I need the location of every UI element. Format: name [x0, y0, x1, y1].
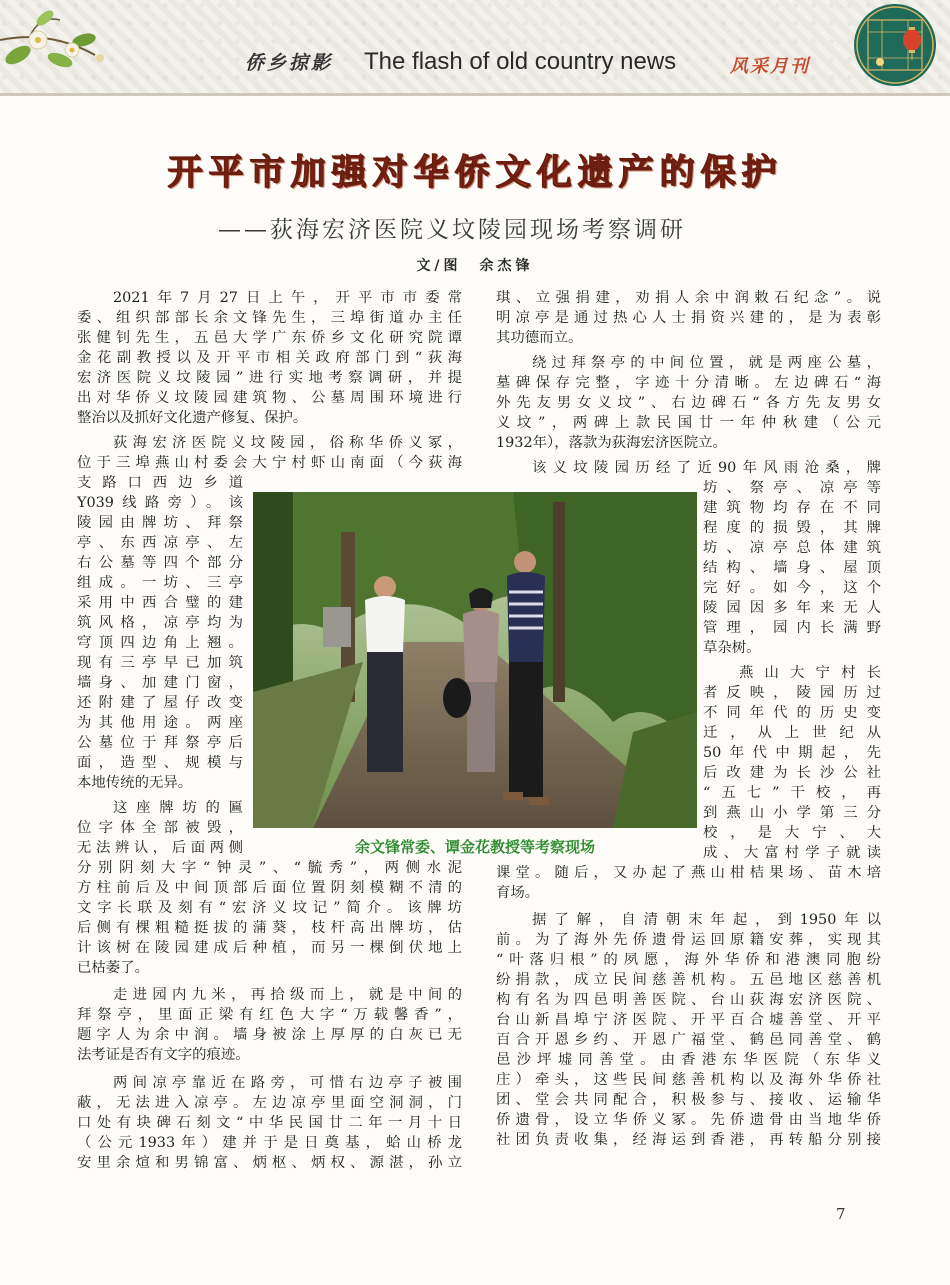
text-line: （公元1933年）建并于是日奠基，蛤山桥龙 — [77, 1135, 462, 1151]
header-band — [0, 0, 950, 96]
text-line: 建筑物均存在不同 — [703, 500, 881, 516]
text-line: 课堂。随后，又办起了燕山柑桔果场、苗木培 — [496, 865, 881, 881]
text-line: 到燕山小学第三分 — [703, 805, 881, 821]
text-line: 绕过拜祭亭的中间位置，就是两座公墓， — [532, 355, 881, 371]
text-line: 采用中西合璧的建 — [77, 595, 243, 611]
article-title: 开平市加强对华侨文化遗产的保护 — [167, 153, 783, 193]
text-line: 为其他用途。两座 — [77, 715, 243, 731]
section-title-en: The flash of old country news — [364, 48, 677, 75]
text-line: 拜祭亭，里面正梁有红色大字“万载馨香”， — [77, 1007, 462, 1023]
text-line: 侨遗骨，设立华侨义冢。先侨遗骨由当地华侨 — [496, 1112, 881, 1128]
text-line: 燕山大宁村长 — [739, 665, 881, 681]
text-line: 亭、东西凉亭、左 — [77, 535, 243, 551]
text-line: 前。为了海外先侨遗骨运回原籍安葬，实现其 — [496, 932, 881, 948]
text-line: 本地传统的无异。 — [77, 775, 193, 791]
text-line: 荻海宏济医院义坟陵园，俗称华侨义冢， — [113, 435, 462, 451]
text-line: 面，造型、规模与 — [77, 755, 243, 771]
text-line: “叶落归根”的夙愿，海外华侨和港澳同胞纷 — [496, 952, 881, 968]
text-line: 琪、立强捐建，劝捐人余中润敕石纪念”。说 — [496, 290, 881, 306]
text-line: 分别阴刻大字“钟灵”、“毓秀”，两侧水泥 — [77, 860, 462, 876]
text-line: 校，是大宁、大 — [703, 825, 881, 841]
text-line: 走进园内九米，再拾级而上，就是中间的 — [113, 987, 462, 1003]
text-line: 组成。一坊、三亭 — [77, 575, 243, 591]
text-line: 百合开恩乡约、开恩广福堂、鹤邑同善堂、鹤 — [496, 1032, 881, 1048]
text-line: 整治以及抓好文化遗产修复、保护。 — [77, 410, 308, 426]
text-line: 构有名为四邑明善医院、台山荻海宏济医院、 — [496, 992, 881, 1008]
magazine-name: 风采月刊 — [730, 56, 810, 77]
text-line: 管理，园内长满野 — [703, 620, 881, 636]
text-line: 1932年），落款为荻海宏济医院立。 — [496, 435, 727, 451]
text-line: 陵园因多年来无人 — [703, 600, 881, 616]
text-line: 穹顶四边角上翘。 — [77, 635, 243, 651]
text-line: 成、大富村学子就读 — [703, 845, 881, 861]
text-line: 无法辨认，后面两侧 — [77, 840, 243, 856]
text-line: 墓碑保存完整，字迹十分清晰。左边碑石“海 — [496, 375, 881, 391]
text-line: 墙身、加建门窗， — [77, 675, 243, 691]
text-line: 完好。如今，这个 — [703, 580, 881, 596]
text-line: 陵园由牌坊、拜祭 — [77, 515, 243, 531]
site-visit-photo — [253, 492, 697, 828]
section-title-cn: 侨乡掠影 — [245, 52, 334, 74]
text-line: 明凉亭是通过热心人士捐资兴建的，是为表彰 — [496, 310, 881, 326]
text-line: 后侧有棵粗糙挺拔的蒲葵，枝杆高出牌坊，估 — [77, 920, 462, 936]
text-line: 其功德而立。 — [496, 330, 583, 346]
text-line: Y039线路旁）。该 — [77, 495, 243, 511]
text-line: 庄）牵头，这些民间慈善机构以及海外华侨社 — [496, 1072, 881, 1088]
text-line: 筑风格，凉亭均为 — [77, 615, 243, 631]
text-line: 结构、墙身、屋顶 — [703, 560, 881, 576]
text-line: 台山新昌埠宁济医院、开平百合墟善堂、开平 — [496, 1012, 881, 1028]
text-line: 草杂树。 — [703, 640, 761, 656]
text-line: 据了解，自清朝末年起，到1950年以 — [532, 912, 881, 928]
text-line: 后改建为长沙公社 — [703, 765, 881, 781]
text-line: 张健钊先生，五邑大学广东侨乡文化研究院谭 — [77, 330, 462, 346]
text-line: 两间凉亭靠近在路旁，可惜右边亭子被围 — [113, 1075, 462, 1091]
text-line: 位字体全部被毁， — [77, 820, 243, 836]
text-line: 团、堂会共同配合，积极参与、接收、运输华 — [496, 1092, 881, 1108]
text-line: 方柱前后及中间顶部后面位置阴刻模糊不清的 — [77, 880, 462, 896]
article-byline: 文/图 余杰锋 — [416, 258, 534, 274]
text-line: 口处有块碑石刻文“中华民国廿二年一月十日 — [77, 1115, 462, 1131]
text-line: 该义坟陵园历经了近90年风雨沧桑，牌 — [532, 460, 881, 476]
text-line: 纷捐款，成立民间慈善机构。五邑地区慈善机 — [496, 972, 881, 988]
text-line: 邑沙坪墟同善堂。由香港东华医院（东华义 — [496, 1052, 881, 1068]
text-line: 出对华侨义坟陵园建筑物、公墓周围环境进行 — [77, 390, 462, 406]
text-line: 文字长联及刻有“宏济义坟记”简介。该牌坊 — [77, 900, 462, 916]
text-line: 坊、祭亭、凉亭等 — [703, 480, 881, 496]
text-line: 2021年7月27日上午，开平市市委常 — [113, 290, 462, 306]
text-line: 育场。 — [496, 885, 540, 901]
text-line: 委、组织部部长余文锋先生，三埠街道办主任 — [77, 310, 462, 326]
text-line: 者反映，陵园历过 — [703, 685, 881, 701]
header-rule — [0, 93, 950, 96]
text-line: 公墓位于拜祭亭后 — [77, 735, 243, 751]
text-line: 迁，从上世纪从 — [703, 725, 881, 741]
lantern-medallion-icon — [852, 2, 938, 88]
article-subtitle: ——荻海宏济医院义坟陵园现场考察调研 — [218, 217, 686, 243]
text-line: 外先友男女义坟”、右边碑石“各方先友男女 — [496, 395, 881, 411]
text-line: 金花副教授以及开平市相关政府部门到“荻海 — [77, 350, 462, 366]
text-line: 支路口西边乡道 — [77, 475, 243, 491]
text-line: 右公墓等四个部分 — [77, 555, 243, 571]
text-line: 现有三亭早已加筑 — [77, 655, 243, 671]
text-line: 程度的损毁，其牌 — [703, 520, 881, 536]
text-line: 宏济医院义坟陵园”进行实地考察调研，并提 — [77, 370, 462, 386]
text-line: 位于三埠燕山村委会大宁村虾山南面（今荻海 — [77, 455, 462, 471]
text-line: 安里余煊和男锦富、炳枢、炳权、源湛，孙立 — [77, 1155, 462, 1171]
photo-caption: 余文锋常委、谭金花教授等考察现场 — [354, 838, 595, 856]
text-line: 已枯萎了。 — [77, 960, 149, 976]
text-line: 还附建了屋仔改变 — [77, 695, 243, 711]
text-line: 50年代中期起，先 — [703, 745, 881, 761]
text-line: 题字人为余中润。墙身被涂上厚厚的白灰已无 — [77, 1027, 462, 1043]
text-line: 这座牌坊的匾 — [113, 800, 243, 816]
text-line: 坊、凉亭总体建筑 — [703, 540, 881, 556]
text-line: 法考证是否有文字的痕迹。 — [77, 1047, 250, 1063]
text-line: 义坟”，两碑上款民国廿一年仲秋建（公元 — [496, 415, 881, 431]
text-line: “五七”干校，再 — [703, 785, 881, 801]
text-line: 蔽，无法进入凉亭。左边凉亭里面空洞洞，门 — [77, 1095, 462, 1111]
text-line: 不同年代的历史变 — [703, 705, 881, 721]
text-line: 计该树在陵园建成后种植，而另一棵倒伏地上 — [77, 940, 462, 956]
text-line: 社团负责收集，经海运到香港，再转船分别接 — [496, 1132, 881, 1148]
page-number: 7 — [836, 1205, 846, 1223]
flower-branch-decoration — [0, 0, 160, 92]
